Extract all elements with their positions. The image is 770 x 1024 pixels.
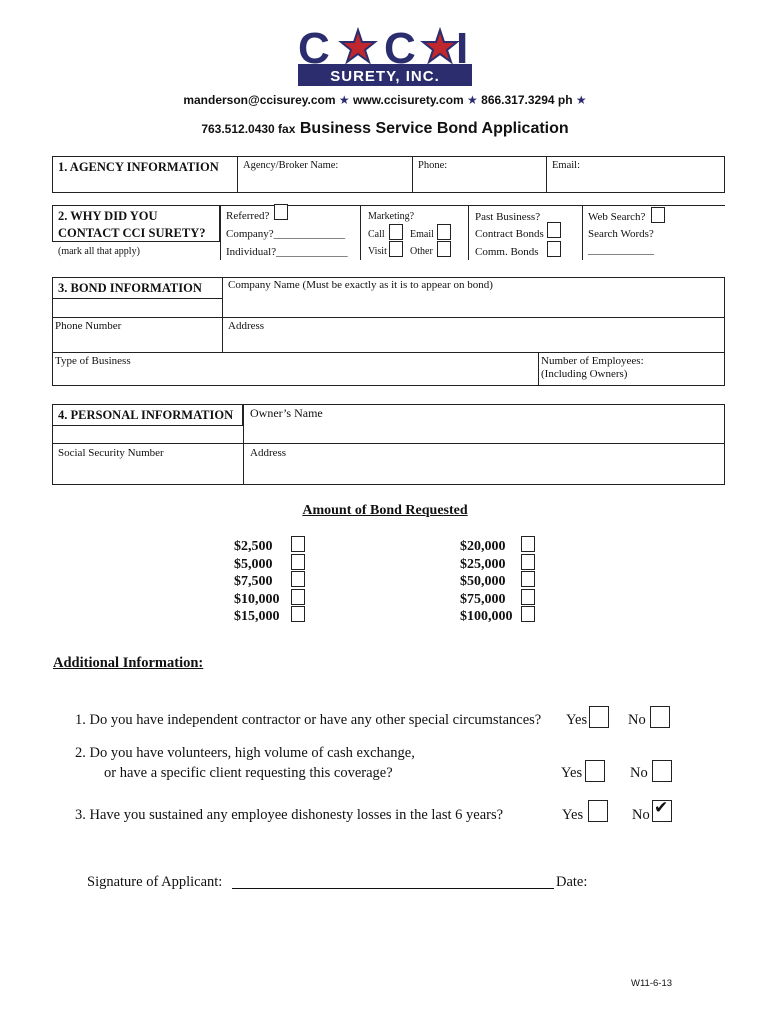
question-2-yes-label: Yes xyxy=(561,765,583,781)
company-name-field[interactable]: Company Name (Must be exactly as it is to appear on bond) xyxy=(228,279,493,291)
comm-bonds-label: Comm. Bonds xyxy=(475,246,539,258)
star-icon: ★ xyxy=(338,93,350,107)
marketing-label: Marketing? xyxy=(368,211,415,222)
question-2-line2: or have a specific client requesting this coverage? xyxy=(104,765,393,781)
company-referral-field[interactable]: Company?_____________ xyxy=(226,228,346,240)
svg-text:C: C xyxy=(298,24,330,73)
web-search-label: Web Search? xyxy=(588,211,646,223)
additional-info-title: Additional Information: xyxy=(53,655,204,671)
contact-phone: 866.317.3294 ph xyxy=(481,93,573,107)
referred-label: Referred? xyxy=(226,210,270,222)
signature-label: Signature of Applicant: xyxy=(87,874,223,890)
bond-10000-checkbox[interactable] xyxy=(291,589,305,605)
bond-100000-checkbox[interactable] xyxy=(521,606,535,622)
other-checkbox[interactable] xyxy=(437,241,451,257)
visit-checkbox[interactable] xyxy=(389,241,403,257)
agency-name-field[interactable]: Agency/Broker Name: xyxy=(243,160,339,171)
question-1-yes-label: Yes xyxy=(566,712,588,728)
section4-heading: 4. PERSONAL INFORMATION xyxy=(58,408,234,422)
bond-2500-checkbox[interactable] xyxy=(291,536,305,552)
email-checkbox[interactable] xyxy=(437,224,451,240)
ssn-field[interactable]: Social Security Number xyxy=(58,447,164,459)
section2-heading-line1: 2. WHY DID YOU xyxy=(58,209,158,223)
agency-email-field[interactable]: Email: xyxy=(552,160,580,171)
type-of-business-field[interactable]: Type of Business xyxy=(55,355,131,367)
question-3: 3. Have you sustained any employee dishonesty losses in the last 6 years? xyxy=(75,807,504,823)
question-2-yes-checkbox[interactable] xyxy=(585,760,605,782)
bond-amount-50000: $50,000 xyxy=(460,574,506,589)
bond-7500-checkbox[interactable] xyxy=(291,571,305,587)
contract-bonds-label: Contract Bonds xyxy=(475,228,544,240)
contract-bonds-checkbox[interactable] xyxy=(547,222,561,238)
employees-field[interactable]: Number of Employees: xyxy=(541,355,644,367)
question-1-yes-checkbox[interactable] xyxy=(589,706,609,728)
agency-phone-field[interactable]: Phone: xyxy=(418,160,448,171)
bond-amount-5000: $5,000 xyxy=(234,557,273,572)
bond-amount-75000: $75,000 xyxy=(460,592,506,607)
search-words-field[interactable]: ____________ xyxy=(588,244,654,256)
question-2-no-label: No xyxy=(630,765,648,781)
visit-label: Visit xyxy=(368,246,387,257)
personal-address-field[interactable]: Address xyxy=(250,447,287,459)
bond-amount-25000: $25,000 xyxy=(460,557,506,572)
web-search-checkbox[interactable] xyxy=(651,207,665,223)
business-phone-field[interactable]: Phone Number xyxy=(55,320,122,332)
contact-email[interactable]: manderson@ccisurey.com xyxy=(183,93,336,107)
section2-heading-line2: CONTACT CCI SURETY? xyxy=(58,226,206,240)
bond-50000-checkbox[interactable] xyxy=(521,571,535,587)
title-line xyxy=(0,120,770,138)
bond-20000-checkbox[interactable] xyxy=(521,536,535,552)
company-logo xyxy=(298,22,476,88)
contact-fax: 763.512.0430 fax xyxy=(201,122,296,136)
bond-75000-checkbox[interactable] xyxy=(521,589,535,605)
question-1: 1. Do you have independent contractor or have any other special circumstances? xyxy=(75,712,542,728)
comm-bonds-checkbox[interactable] xyxy=(547,241,561,257)
form-code: W11-6-13 xyxy=(631,978,673,989)
bond-amount-10000: $10,000 xyxy=(234,592,280,607)
star-icon: ★ xyxy=(467,93,478,107)
question-3-no-label: No xyxy=(632,807,650,823)
question-2-no-checkbox[interactable] xyxy=(652,760,672,782)
question-3-no-checkbox[interactable] xyxy=(652,800,672,822)
section3-heading: 3. BOND INFORMATION xyxy=(58,281,202,295)
question-3-yes-label: Yes xyxy=(562,807,584,823)
signature-line[interactable] xyxy=(232,888,554,889)
svg-text:C: C xyxy=(384,24,416,73)
past-business-label: Past Business? xyxy=(475,211,541,223)
date-label: Date: xyxy=(556,874,588,890)
other-label: Other xyxy=(410,246,433,257)
bond-amount-title: Amount of Bond Requested xyxy=(302,503,468,518)
question-1-no-checkbox[interactable] xyxy=(650,706,670,728)
call-label: Call xyxy=(368,229,385,240)
bond-25000-checkbox[interactable] xyxy=(521,554,535,570)
bond-amount-20000: $20,000 xyxy=(460,539,506,554)
section1-heading: 1. AGENCY INFORMATION xyxy=(58,160,219,174)
star-icon: ★ xyxy=(575,93,587,107)
svg-text:I: I xyxy=(456,24,469,73)
question-2-line1: 2. Do you have volunteers, high volume of cash exchange, xyxy=(75,745,415,761)
bond-amount-2500: $2,500 xyxy=(234,539,273,554)
business-address-field[interactable]: Address xyxy=(228,320,265,332)
bond-15000-checkbox[interactable] xyxy=(291,606,305,622)
bond-amount-15000: $15,000 xyxy=(234,609,280,624)
referred-checkbox[interactable] xyxy=(274,204,288,220)
question-3-yes-checkbox[interactable] xyxy=(588,800,608,822)
call-checkbox[interactable] xyxy=(389,224,403,240)
section2-note: (mark all that apply) xyxy=(58,246,140,257)
employees-note: (Including Owners) xyxy=(541,368,628,380)
form-title: Business Service Bond Application xyxy=(299,120,569,137)
contact-line xyxy=(0,93,770,107)
question-1-no-label: No xyxy=(628,712,646,728)
svg-text:SURETY, INC.: SURETY, INC. xyxy=(330,68,440,85)
bond-amount-7500: $7,500 xyxy=(234,574,273,589)
bond-amount-100000: $100,000 xyxy=(460,609,513,624)
check-mark-icon: ✔ xyxy=(654,798,669,818)
logo-graphic xyxy=(298,22,476,88)
owner-name-field[interactable]: Owner’s Name xyxy=(250,406,323,420)
search-words-label: Search Words? xyxy=(588,228,654,240)
bond-5000-checkbox[interactable] xyxy=(291,554,305,570)
contact-website[interactable]: www.ccisurety.com xyxy=(352,93,464,107)
email-label: Email xyxy=(410,229,434,240)
individual-referral-field[interactable]: Individual?_____________ xyxy=(226,246,348,258)
